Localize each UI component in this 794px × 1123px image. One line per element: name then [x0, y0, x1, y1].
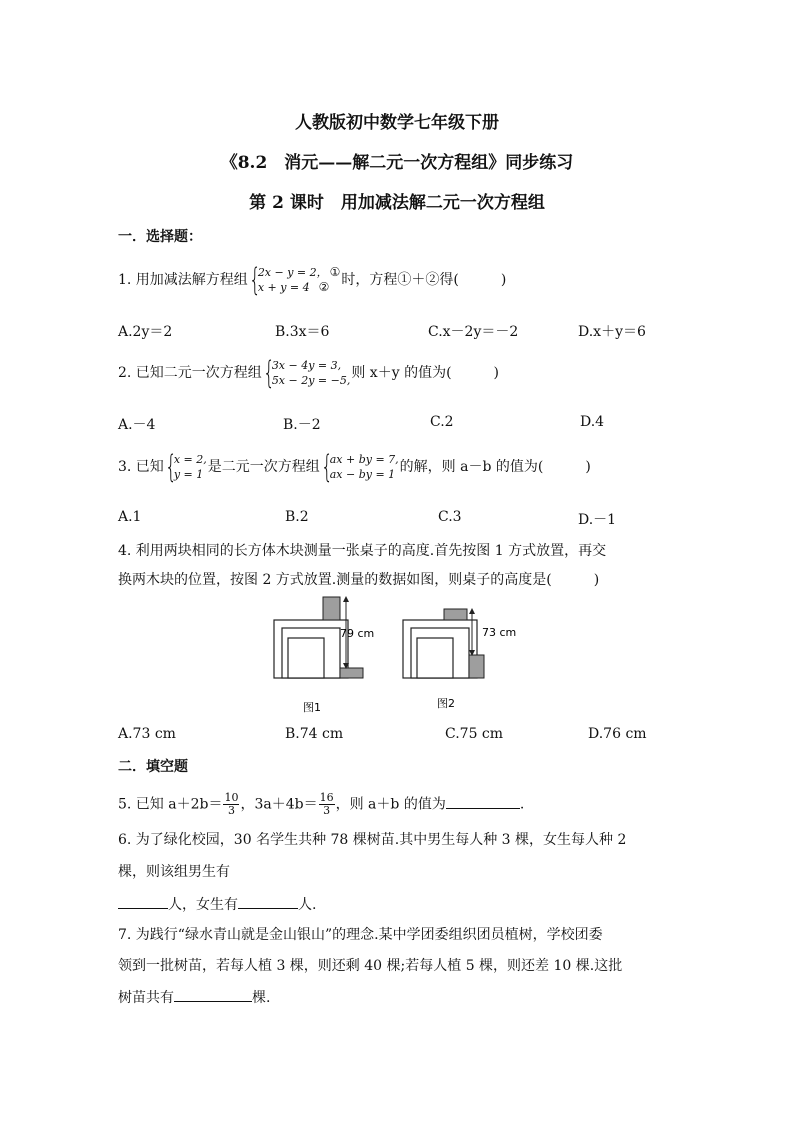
q5-frac2-denominator: 3: [323, 804, 331, 817]
question-2: [118, 355, 499, 391]
q7-answer-blank[interactable]: [174, 987, 252, 1002]
q3-sol-eq2: y = 1: [173, 468, 204, 481]
fig2-block-standing: [469, 655, 484, 678]
q1-option-d: D.x＋y＝6: [578, 324, 646, 340]
q1-eq1: 2x − y = 2，: [257, 266, 328, 279]
question-5: [118, 792, 524, 817]
q5-fraction-2: [319, 792, 335, 817]
fig2-table-leg-gap: [417, 638, 453, 678]
q3-option-a: A.1: [118, 509, 142, 525]
q4-option-a: A.73 cm: [118, 726, 176, 742]
q5-stem-pre: 5. 已知 a＋2b＝: [118, 796, 223, 813]
question-7-line-2: 领到一批树苗，若每人植 3 棵，则还剩 40 棵;若每人植 5 棵，则还差 10 棵.这批: [118, 958, 623, 974]
q3-sol-eq1: x = 2,: [173, 453, 207, 466]
fig1-table-leg-gap: [288, 638, 324, 678]
question-1: [118, 262, 507, 298]
question-4-line-1: 4. 利用两块相同的长方体木块测量一张桌子的高度.首先按图 1 方式放置，再交: [118, 543, 607, 559]
q1-eq2: x + y = 4: [257, 281, 310, 294]
q7-text-b: 棵.: [252, 990, 271, 1006]
fig1-measure-label: 79 cm: [340, 627, 375, 640]
q4-option-d: D.76 cm: [588, 726, 647, 742]
q2-option-b: B.－2: [283, 417, 321, 433]
section-fill-heading: 二．填空题: [118, 759, 188, 775]
q5-answer-blank[interactable]: [446, 794, 520, 809]
question-3: [118, 449, 591, 485]
fig2-caption: 图2: [437, 697, 455, 710]
fig2-measure-label: 73 cm: [482, 626, 517, 639]
q2-eq1: 3x − 4y = 3,: [271, 359, 342, 372]
q3-option-c: C.3: [438, 509, 462, 525]
q1-option-c: C.x－2y＝－2: [428, 324, 519, 340]
fig2-arrow-top: [469, 608, 475, 614]
q1-equation-system: { 2x − y = 2， ① x + y = 4 ②: [248, 262, 341, 298]
q4-option-b: B.74 cm: [285, 726, 344, 742]
q5-stem-post: ，则 a＋b 的值为: [335, 796, 446, 813]
q3-solution-system: { x = 2, y = 1: [164, 449, 207, 485]
q1-eq2-mark: ②: [318, 280, 330, 294]
question-7-line-3: [118, 987, 270, 1008]
q7-text-a: 树苗共有: [118, 990, 174, 1006]
session-title: 第 2 课时 用加减法解二元一次方程组: [249, 193, 545, 213]
fig1-block-standing: [323, 597, 340, 620]
q5-stem-end: .: [519, 796, 525, 813]
q3-eq2: ax − by = 1: [329, 468, 396, 481]
q6-girls-blank[interactable]: [238, 894, 298, 909]
fig1-arrow-top: [343, 596, 349, 602]
q2-option-c: C.2: [430, 414, 454, 430]
q2-eq2: 5x − 2y = −5,: [271, 374, 351, 387]
q6-text-b: 人.: [298, 897, 317, 913]
q5-fraction-1: [223, 792, 239, 817]
question-7-line-1: 7. 为践行“绿水青山就是金山银山”的理念.某中学团委组织团员植树，学校团委: [118, 927, 603, 943]
q1-eq1-mark: ①: [329, 265, 341, 279]
fig1-block-lying: [340, 668, 363, 678]
q5-frac1-denominator: 3: [227, 804, 235, 817]
q3-stem-post: 的解，则 a－b 的值为( ): [399, 459, 591, 475]
question-6-line-3: [118, 894, 316, 915]
fig1-caption: 图1: [303, 701, 321, 714]
course-title: 人教版初中数学七年级下册: [295, 113, 499, 133]
q4-option-c: C.75 cm: [445, 726, 504, 742]
q3-option-b: B.2: [285, 509, 309, 525]
q3-stem-pre: 3. 已知: [118, 459, 164, 475]
question-4-line-2: 换两木块的位置，按图 2 方式放置.测量的数据如图，则桌子的高度是( ): [118, 572, 600, 588]
section-choice-heading: 一．选择题：: [118, 229, 202, 245]
q6-boys-blank[interactable]: [118, 894, 168, 909]
q3-stem-mid: 是二元一次方程组: [207, 459, 320, 475]
q1-option-b: B.3x＝6: [275, 324, 330, 340]
question-6-line-1: 6. 为了绿化校园，30 名学生共种 78 棵树苗.其中男生每人种 3 棵，女生每人种 2: [118, 832, 627, 848]
table-measure-figure: [270, 590, 530, 720]
q2-equation-system: { 3x − 4y = 3, 5x − 2y = −5,: [262, 355, 351, 391]
q6-text-a: 人，女生有: [168, 897, 238, 913]
q5-frac1-numerator: 10: [224, 791, 239, 804]
question-6-line-2: 棵，则该组男生有: [118, 864, 230, 880]
q5-stem-mid: ，3a＋4b＝: [240, 796, 318, 813]
q1-option-a: A.2y＝2: [118, 324, 173, 340]
q1-stem-pre: 1. 用加减法解方程组: [118, 272, 248, 288]
q3-eq1: ax + by = 7,: [329, 453, 399, 466]
q2-stem-pre: 2. 已知二元一次方程组: [118, 365, 262, 381]
q5-frac2-numerator: 16: [319, 791, 334, 804]
lesson-title: 《8.2 消元——解二元一次方程组》同步练习: [220, 153, 574, 173]
q2-option-d: D.4: [580, 414, 605, 430]
figure-1: [274, 596, 374, 714]
q2-stem-post: 则 x＋y 的值为( ): [351, 365, 499, 381]
q3-option-d: D.－1: [578, 512, 617, 528]
q3-equation-system: { ax + by = 7, ax − by = 1: [320, 449, 399, 485]
fig2-block-lying: [444, 609, 467, 620]
q1-stem-post: 时，方程①＋②得( ): [341, 272, 507, 288]
figure-2: [403, 608, 516, 710]
q2-option-a: A.－4: [118, 417, 156, 433]
